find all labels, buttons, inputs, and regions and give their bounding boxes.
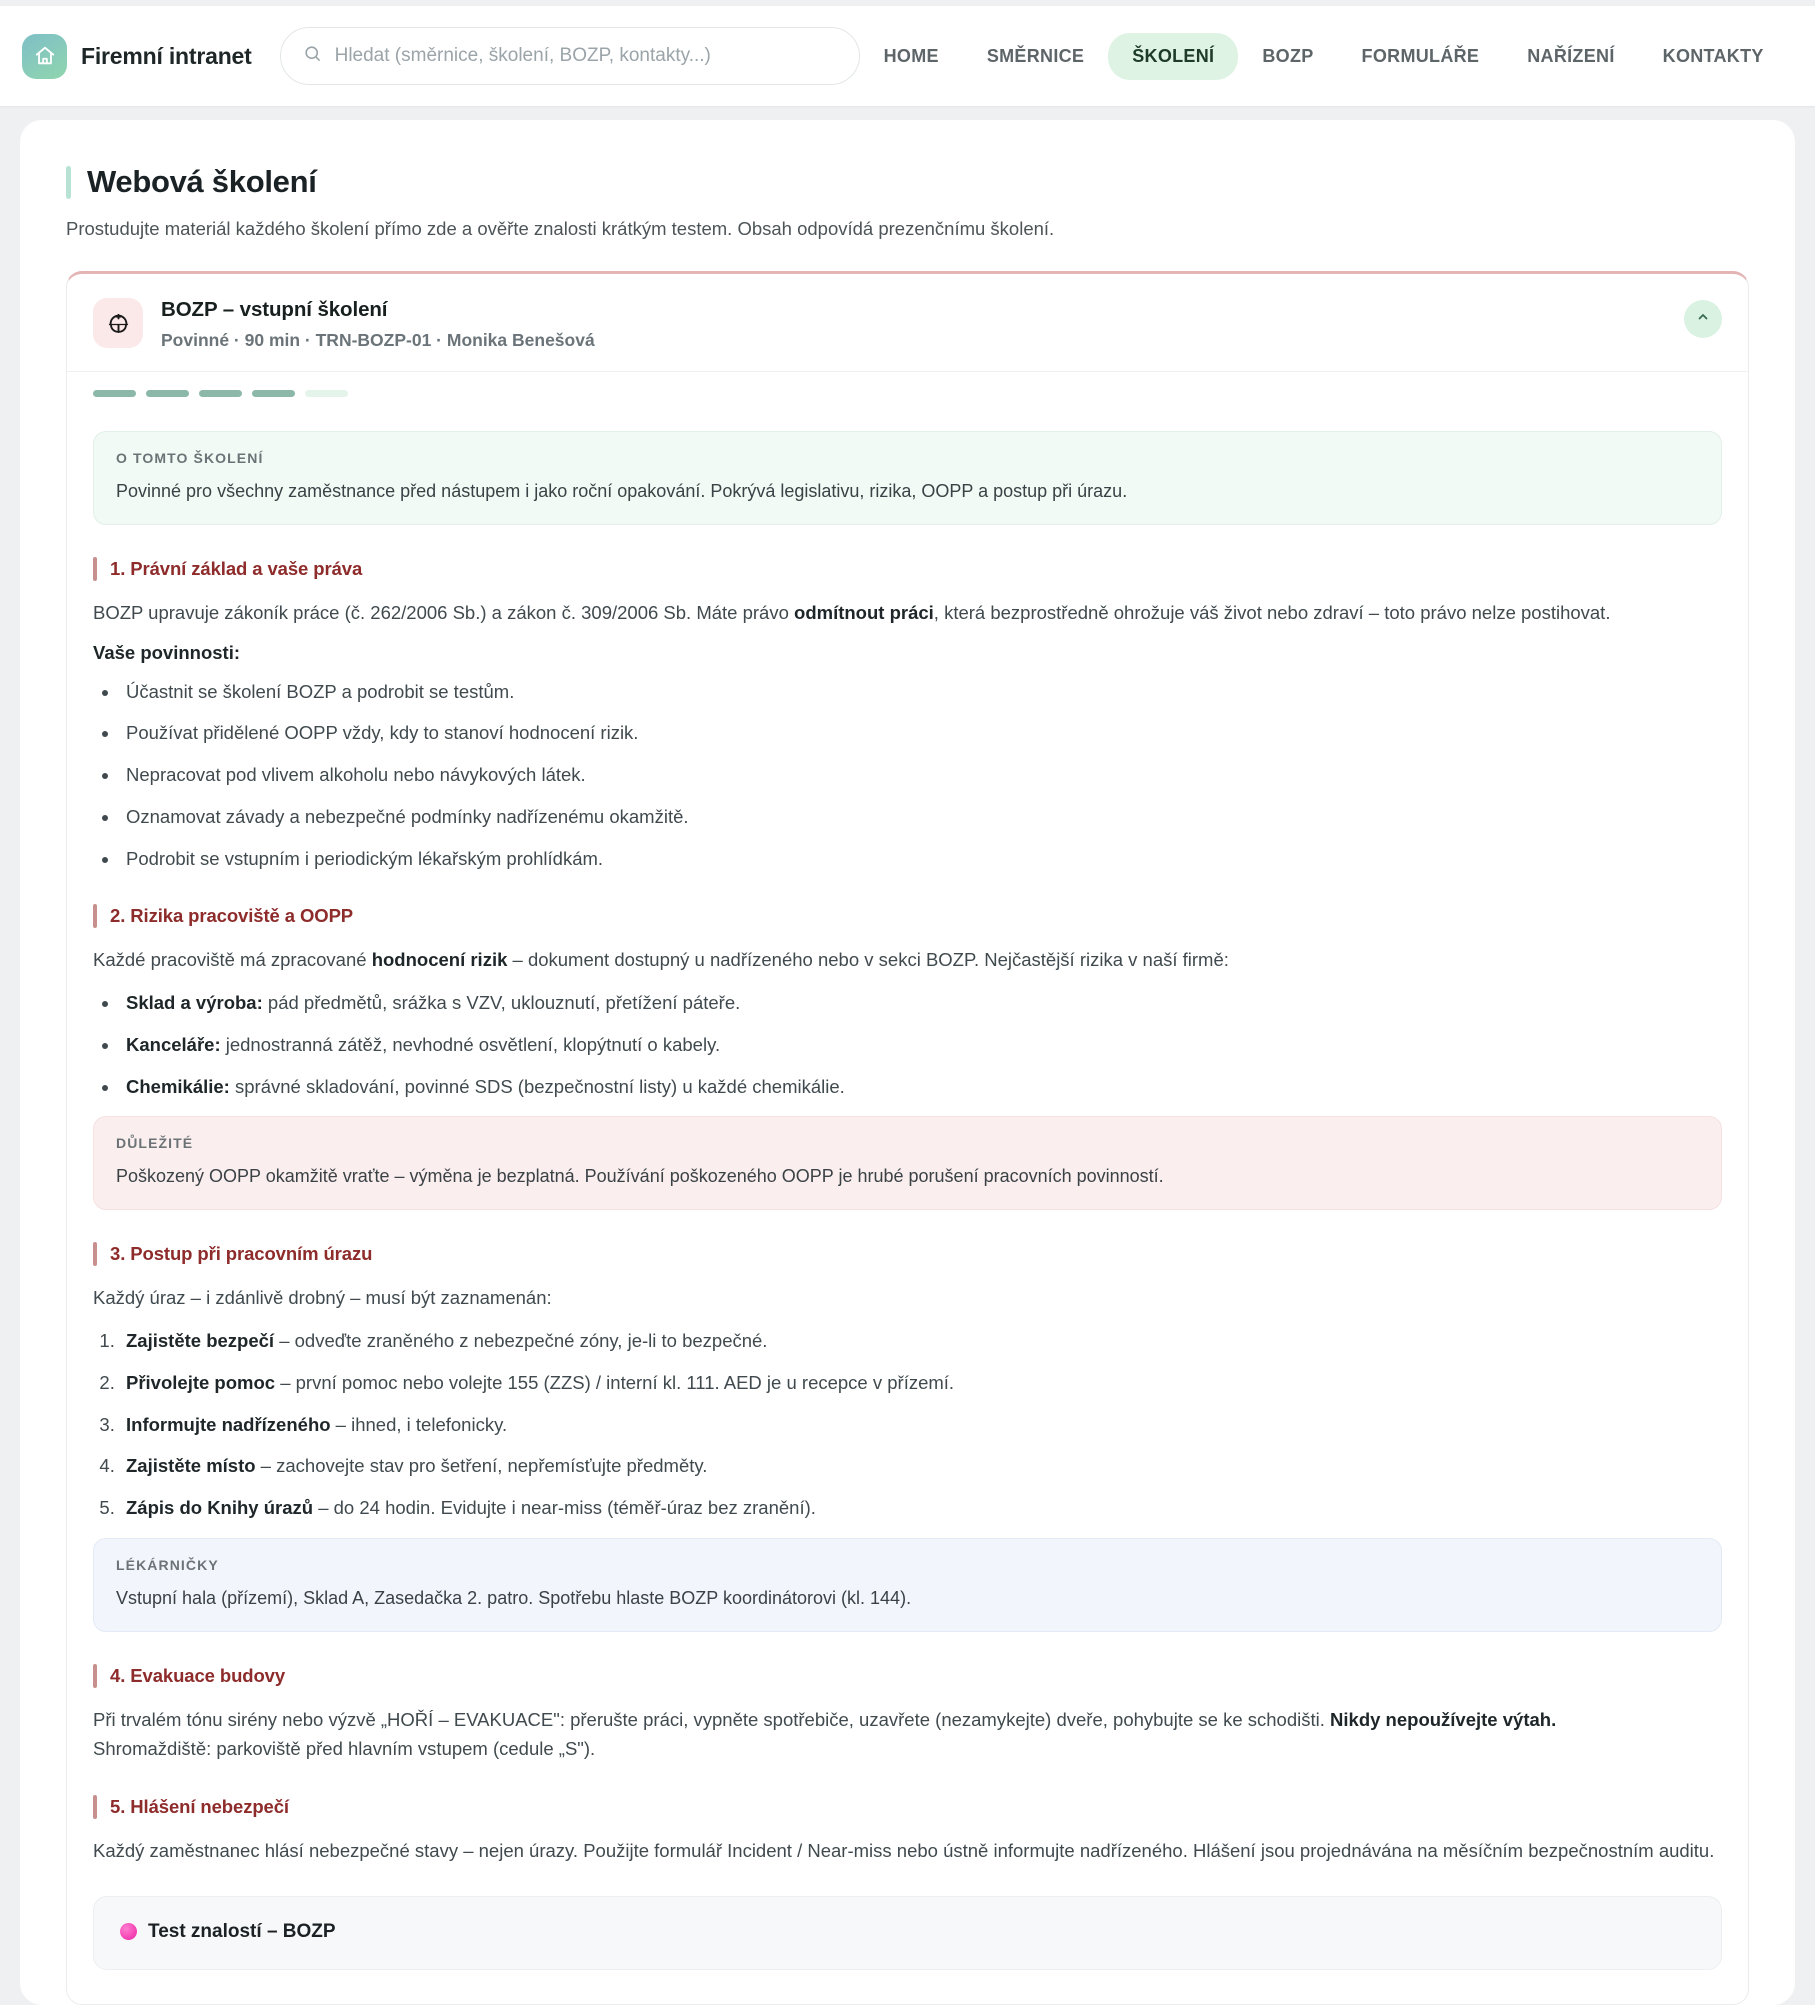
section-title: 4. Evakuace budovy bbox=[110, 1664, 286, 1686]
title-accent-bar bbox=[66, 166, 71, 199]
callout-label: O TOMTO ŠKOLENÍ bbox=[116, 449, 264, 466]
list-item: • Používat přidělené OOPP vždy, kdy to stanoví hodnocení rizik. bbox=[120, 719, 1722, 747]
nav-item-skoleni[interactable]: ŠKOLENÍ bbox=[1108, 33, 1238, 80]
list-item: • Oznamovat závady a nebezpečné podmínky nadřízenému okamžitě. bbox=[120, 803, 1722, 831]
section-bullet-list bbox=[93, 678, 1722, 873]
list-item: • Sklad a výroba: pád předmětů, srážka s VZV, uklouznutí, přetížení páteře. bbox=[120, 989, 1722, 1017]
progress-segment bbox=[93, 390, 136, 397]
course-title: BOZP – vstupní školení bbox=[161, 297, 388, 321]
section-accent-bar bbox=[93, 557, 97, 581]
nav-item-kontakty[interactable]: KONTAKTY bbox=[1662, 45, 1764, 66]
list-item: • Podrobit se vstupním i periodickým lékařským prohlídkám. bbox=[120, 845, 1722, 873]
callout-firstaid bbox=[93, 1538, 1722, 1632]
callout-label: DŮLEŽITÉ bbox=[116, 1135, 194, 1152]
progress-segment bbox=[305, 390, 348, 397]
page-title-row bbox=[66, 164, 1749, 200]
progress-segment bbox=[252, 390, 295, 397]
quiz-dot-icon bbox=[120, 1923, 137, 1940]
page-title: Webová školení bbox=[87, 164, 317, 199]
list-item: 4. Zajistěte místo – zachovejte stav pro šetření, nepřemísťujte předměty. bbox=[120, 1452, 1722, 1480]
section-title: 1. Právní základ a vaše práva bbox=[110, 557, 363, 579]
nav-item-formulare[interactable]: FORMULÁŘE bbox=[1361, 45, 1480, 66]
section-numbered-list bbox=[93, 1327, 1722, 1522]
list-item: • Účastnit se školení BOZP a podrobit se testům. bbox=[120, 678, 1722, 706]
callout-text: Povinné pro všechny zaměstnance před nástupem i jako roční opakování. Pokrývá legislativu, rizika, OOPP a postup při úrazu. bbox=[116, 480, 1128, 501]
section-accent-bar bbox=[93, 1664, 97, 1688]
callout-about bbox=[93, 431, 1722, 525]
collapse-toggle-button[interactable] bbox=[1684, 300, 1722, 338]
brand[interactable] bbox=[22, 34, 252, 79]
nav-item-home[interactable]: HOME bbox=[883, 45, 939, 66]
nav-item-smernice[interactable]: SMĚRNICE bbox=[986, 45, 1085, 66]
section-heading-2 bbox=[93, 904, 1722, 928]
section-accent-bar bbox=[93, 1242, 97, 1266]
home-icon bbox=[22, 34, 67, 79]
top-navigation-bar bbox=[0, 6, 1815, 106]
quiz-title-row bbox=[120, 1921, 1695, 1943]
main-nav bbox=[860, 33, 1788, 80]
list-item: 3. Informujte nadřízeného – ihned, i telefonicky. bbox=[120, 1411, 1722, 1439]
list-item: 2. Přivolejte pomoc – první pomoc nebo volejte 155 (ZZS) / interní kl. 111. AED je u recepce v přízemí. bbox=[120, 1369, 1722, 1397]
chevron-up-icon bbox=[1697, 311, 1709, 326]
quiz-panel bbox=[93, 1896, 1722, 1970]
section-heading-4 bbox=[93, 1664, 1722, 1688]
section-paragraph: BOZP upravuje zákoník práce (č. 262/2006 Sb.) a zákon č. 309/2006 Sb. Máte právo odmítnout práci, která bezprostředně ohrožuje váš život nebo zdraví – toto právo nelze postihovat. bbox=[93, 601, 1611, 623]
callout-text: Poškozený OOPP okamžitě vraťte – výměna je bezplatná. Používání poškozeného OOPP je hrubé porušení pracovních povinností. bbox=[116, 1166, 1164, 1187]
section-title: 2. Rizika pracoviště a OOPP bbox=[110, 905, 354, 927]
section-accent-bar bbox=[93, 904, 97, 928]
section-accent-bar bbox=[93, 1795, 97, 1819]
search-box[interactable] bbox=[280, 27, 860, 85]
section-paragraph: Při trvalém tónu sirény nebo výzvě „HOŘÍ – EVAKUACE": přerušte práci, vypněte spotřebiče, uzavřete (nezamykejte) dveře, pohybujte se ke schodišti. Nikdy nepoužívejte výtah. Shromaždiště: parkoviště před hlavním vstupem (cedule „S"). bbox=[93, 1708, 1557, 1759]
brand-name: Firemní intranet bbox=[81, 42, 252, 69]
section-title: 5. Hlášení nebezpečí bbox=[110, 1796, 289, 1818]
nav-item-bozp[interactable]: BOZP bbox=[1262, 45, 1314, 66]
progress-segment bbox=[146, 390, 189, 397]
course-card bbox=[66, 271, 1749, 2005]
callout-text: Vstupní hala (přízemí), Sklad A, Zasedačka 2. patro. Spotřebu hlaste BOZP koordinátorovi (kl. 144). bbox=[116, 1587, 912, 1608]
section-paragraph: Každý zaměstnanec hlásí nebezpečné stavy – nejen úrazy. Použijte formulář Incident / Near-miss nebo ústně informujte nadřízeného. Hlášení jsou projednávána na měsíčním bezpečnostním auditu. bbox=[93, 1840, 1715, 1862]
search-icon bbox=[303, 44, 322, 68]
list-item: • Kanceláře: jednostranná zátěž, nevhodné osvětlení, klopýtnutí o kabely. bbox=[120, 1031, 1722, 1059]
section-heading-3 bbox=[93, 1242, 1722, 1266]
section-paragraph: Každý úraz – i zdánlivě drobný – musí být zaznamenán: bbox=[93, 1287, 552, 1309]
section-title: 3. Postup při pracovním úrazu bbox=[110, 1243, 373, 1265]
section-lead: Vaše povinnosti: bbox=[93, 641, 241, 663]
progress-segments bbox=[67, 372, 1748, 401]
search-input[interactable] bbox=[335, 45, 837, 67]
callout-label: LÉKÁRNIČKY bbox=[116, 1556, 219, 1573]
section-heading-1 bbox=[93, 557, 1722, 581]
course-meta: Povinné · 90 min · TRN-BOZP-01 · Monika Benešová bbox=[161, 329, 595, 350]
nav-item-narizeni[interactable]: NAŘÍZENÍ bbox=[1527, 45, 1615, 66]
page-subtitle: Prostudujte materiál každého školení přímo zde a ověřte znalosti krátkým testem. Obsah odpovídá prezenčnímu školení. bbox=[66, 218, 1055, 239]
section-bullet-list bbox=[93, 989, 1722, 1100]
list-item: • Nepracovat pod vlivem alkoholu nebo návykových látek. bbox=[120, 761, 1722, 789]
list-item: 5. Zápis do Knihy úrazů – do 24 hodin. Evidujte i near-miss (téměř-úraz bez zranění). bbox=[120, 1494, 1722, 1522]
callout-important bbox=[93, 1116, 1722, 1210]
section-heading-5 bbox=[93, 1795, 1722, 1819]
hard-hat-icon bbox=[93, 298, 143, 348]
list-item: 1. Zajistěte bezpečí – odveďte zraněného z nebezpečné zóny, je-li to bezpečné. bbox=[120, 1327, 1722, 1355]
page-container bbox=[20, 120, 1795, 2005]
list-item: • Chemikálie: správné skladování, povinné SDS (bezpečnostní listy) u každé chemikálie. bbox=[120, 1073, 1722, 1101]
section-paragraph: Každé pracoviště má zpracované hodnocení rizik – dokument dostupný u nadřízeného nebo v sekci BOZP. Nejčastější rizika v naší firmě: bbox=[93, 949, 1229, 971]
course-card-header[interactable] bbox=[67, 274, 1748, 372]
quiz-title: Test znalostí – BOZP bbox=[148, 1920, 336, 1942]
progress-segment bbox=[199, 390, 242, 397]
course-body bbox=[67, 401, 1748, 2004]
